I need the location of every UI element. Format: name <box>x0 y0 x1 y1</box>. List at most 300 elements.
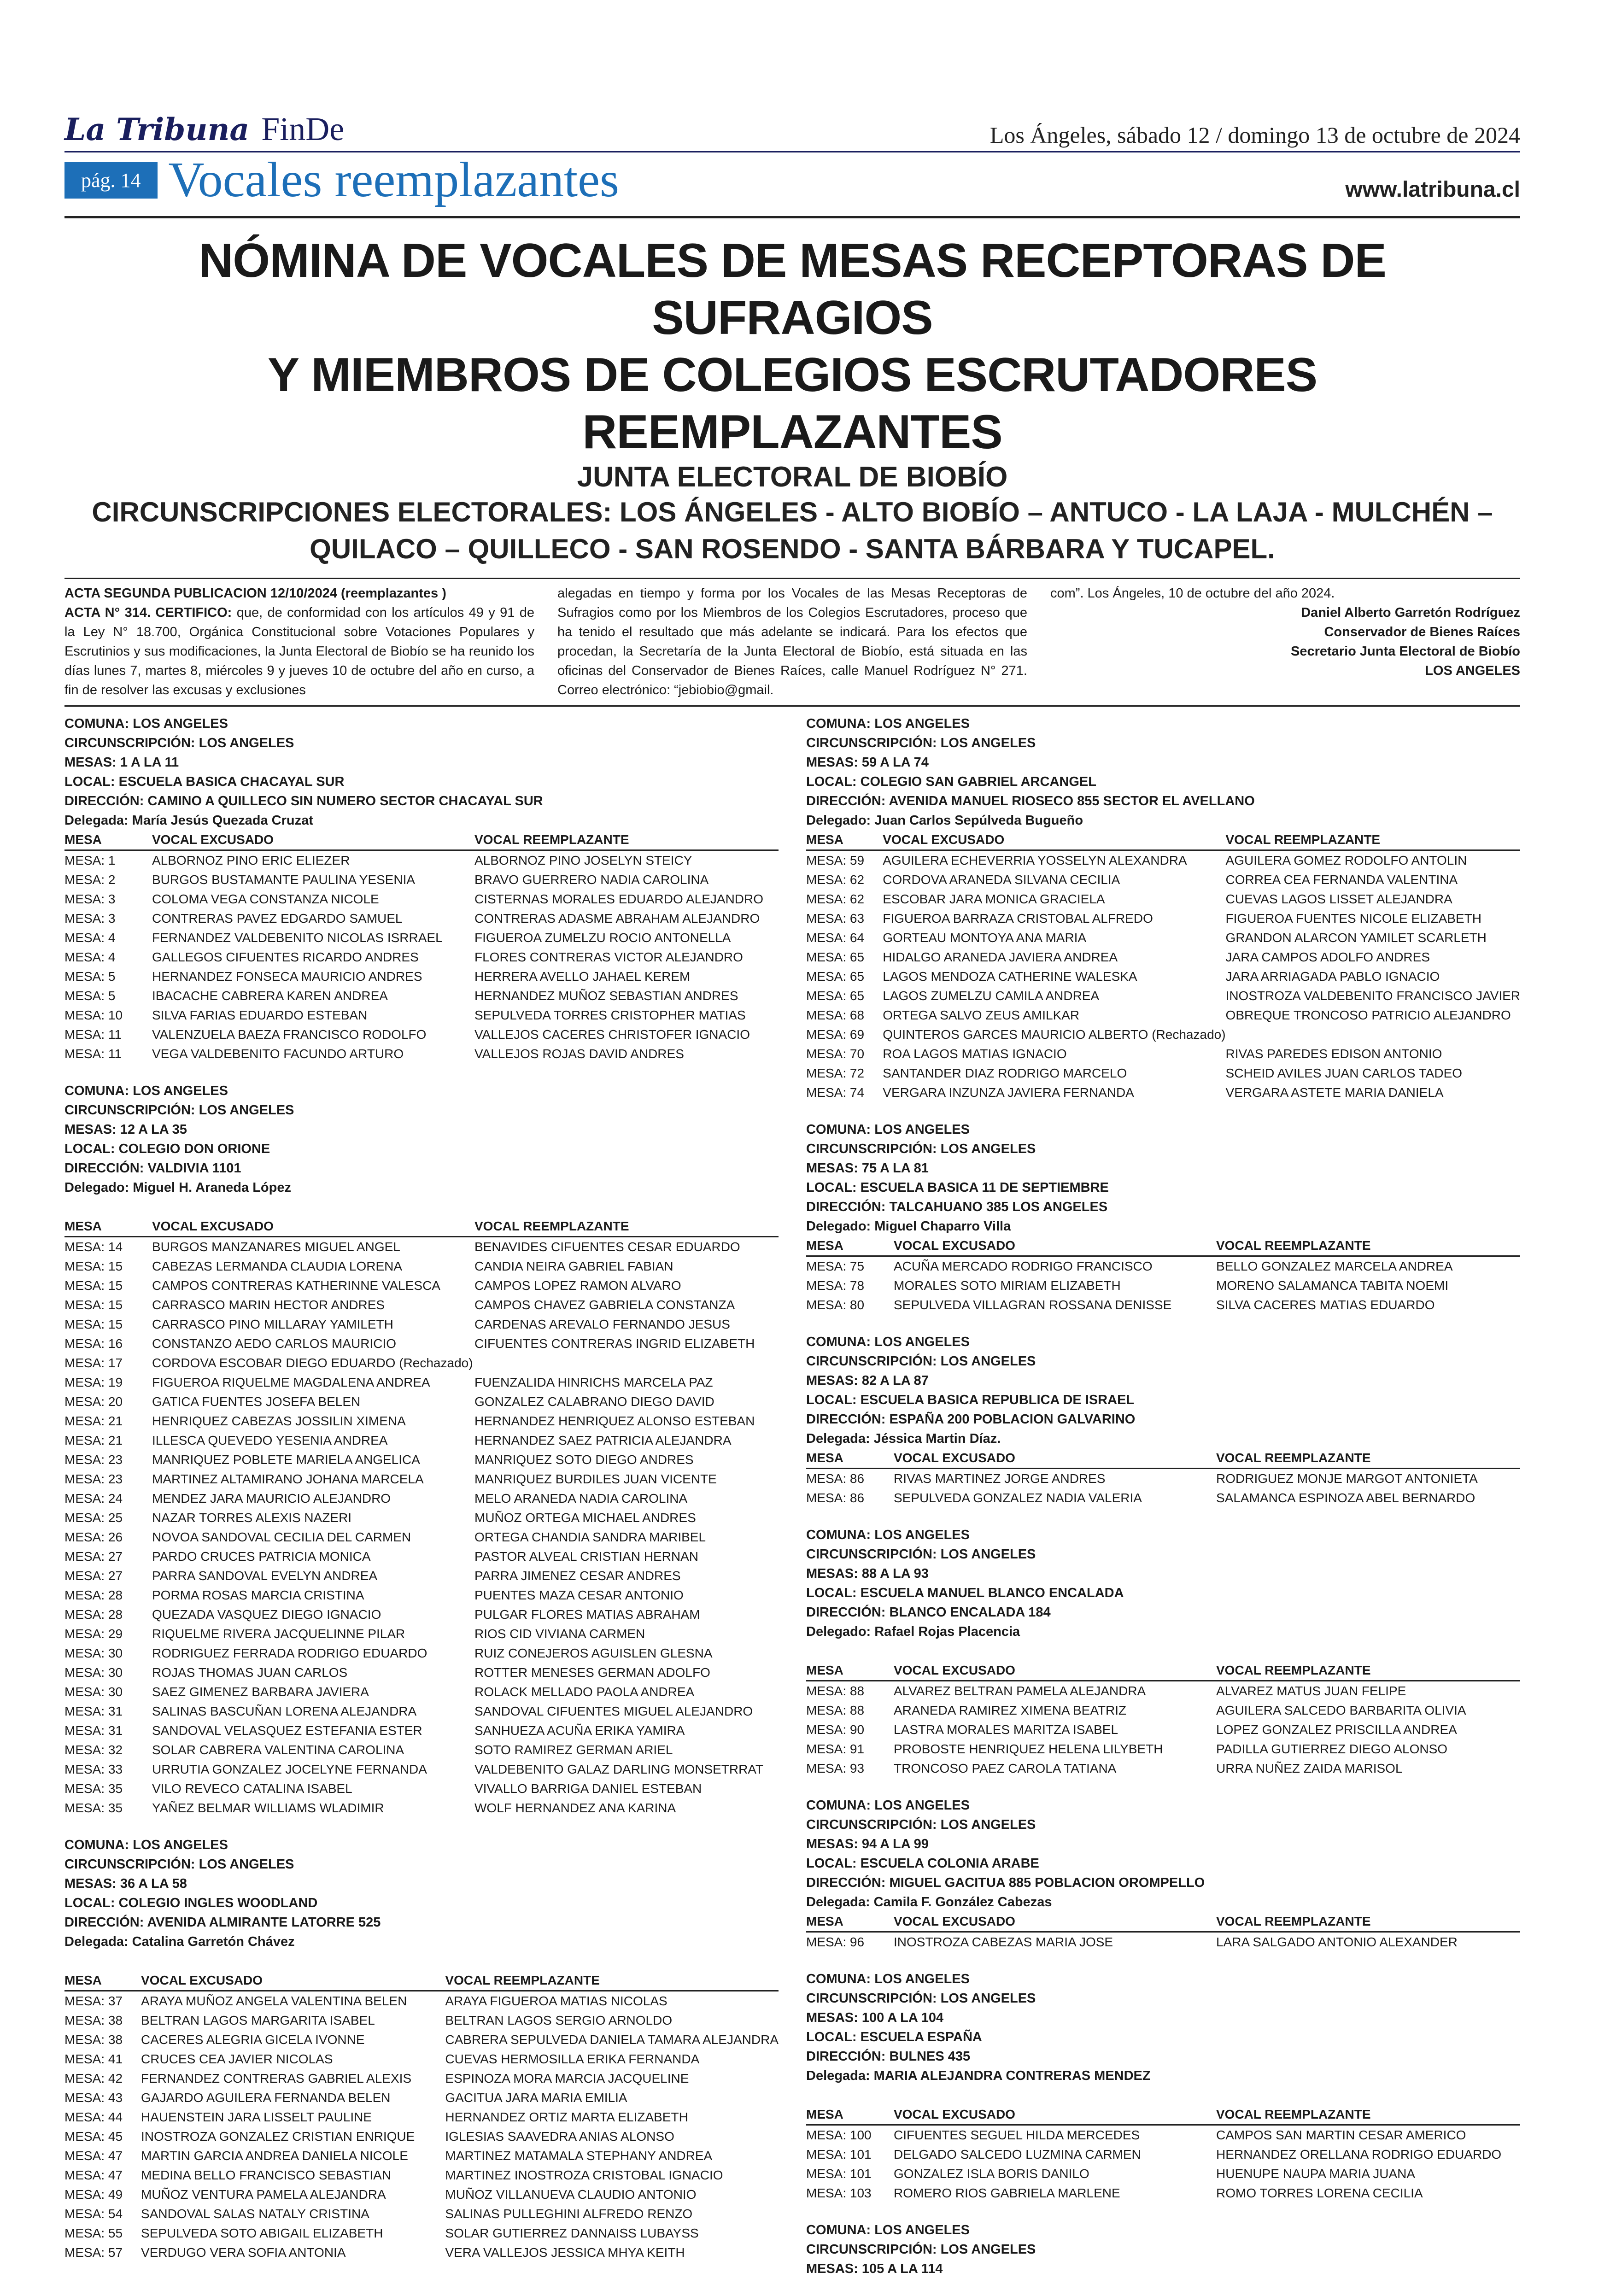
reemplazante-cell: PADILLA GUTIERREZ DIEGO ALONSO <box>1216 1742 1448 1756</box>
table-header-row <box>806 1236 1520 1256</box>
excusado-cell: QUINTEROS GARCES MAURICIO ALBERTO (Rechazado) <box>883 1027 1226 1042</box>
local-block <box>806 1796 1520 1952</box>
reemplazante-cell: HERNANDEZ ORTIZ MARTA ELIZABETH <box>445 2110 688 2124</box>
header-vocal-reemplazante: VOCAL REEMPLAZANTE <box>445 1971 779 1991</box>
mesa-cell: MESA: 38 <box>64 2032 123 2047</box>
reemplazante-cell: ROTTER MENESES GERMAN ADOLFO <box>474 1665 710 1680</box>
reemplazante-cell: ROMO TORRES LORENA CECILIA <box>1216 2186 1423 2200</box>
columns <box>64 714 1520 2296</box>
table-row <box>64 1025 779 1044</box>
reemplazante-cell: MARTINEZ MATAMALA STEPHANY ANDREA <box>445 2149 713 2163</box>
mesa-cell: MESA: 1 <box>64 853 116 867</box>
reemplazante-cell: HERRERA AVELLO JAHAEL KEREM <box>474 969 691 984</box>
block-local: LOCAL: ESCUELA COLONIA ARABE <box>806 1856 1039 1871</box>
mesa-cell: MESA: 30 <box>64 1665 123 1680</box>
mesa-cell: MESA: 29 <box>64 1627 123 1641</box>
reemplazante-cell: BRAVO GUERRERO NADIA CAROLINA <box>474 873 709 887</box>
reemplazante-cell: VIVALLO BARRIGA DANIEL ESTEBAN <box>474 1781 702 1796</box>
reemplazante-cell: MARTINEZ INOSTROZA CRISTOBAL IGNACIO <box>445 2168 723 2182</box>
mesa-cell: MESA: 11 <box>64 1027 122 1042</box>
reemplazante-cell: BELLO GONZALEZ MARCELA ANDREA <box>1216 1259 1453 1273</box>
excusado-cell: MORALES SOTO MIRIAM ELIZABETH <box>894 1278 1121 1293</box>
table-row <box>64 1392 779 1412</box>
section-header <box>64 152 1520 208</box>
block-direccion: DIRECCIÓN: AVENIDA MANUEL RIOSECO 855 SECTOR EL AVELLANO <box>806 794 1255 808</box>
header-mesa: MESA <box>806 1912 894 1932</box>
mesa-cell: MESA: 100 <box>806 2128 872 2142</box>
excusado-cell: FIGUEROA RIQUELME MAGDALENA ANDREA <box>152 1375 430 1389</box>
excusado-cell: MUÑOZ VENTURA PAMELA ALEJANDRA <box>141 2187 386 2202</box>
title-line-5: QUILACO – QUILLECO - SAN ROSENDO - SANTA BÁRBARA Y TUCAPEL. <box>310 533 1275 564</box>
block-spacer <box>64 1197 779 1217</box>
mesa-cell: MESA: 28 <box>64 1588 123 1602</box>
header-vocal-excusado: VOCAL EXCUSADO <box>894 2105 1216 2125</box>
excusado-cell: MENDEZ JARA MAURICIO ALEJANDRO <box>152 1491 391 1505</box>
excusado-cell: CORDOVA ARANEDA SILVANA CECILIA <box>883 873 1120 887</box>
mesa-cell: MESA: 31 <box>64 1723 123 1738</box>
mesa-cell: MESA: 21 <box>64 1433 123 1447</box>
table-row <box>64 2108 779 2127</box>
excusado-cell: IBACACHE CABRERA KAREN ANDREA <box>152 989 388 1003</box>
reemplazante-cell: MANRIQUEZ BURDILES JUAN VICENTE <box>474 1472 717 1486</box>
acta-paragraph-3: com”. Los Ángeles, 10 de octubre del año 2024. <box>1050 586 1335 601</box>
table-row <box>64 1489 779 1508</box>
block-local: LOCAL: COLEGIO INGLES WOODLAND <box>64 1896 318 1910</box>
block-comuna: COMUNA: LOS ANGELES <box>64 1084 228 1098</box>
excusado-cell: ILLESCA QUEVEDO YESENIA ANDREA <box>152 1433 388 1447</box>
excusado-cell: GALLEGOS CIFUENTES RICARDO ANDRES <box>152 950 419 964</box>
reemplazante-cell: HERNANDEZ ORELLANA RODRIGO EDUARDO <box>1216 2147 1502 2161</box>
excusado-cell: GAJARDO AGUILERA FERNANDA BELEN <box>141 2091 391 2105</box>
header-vocal-reemplazante: VOCAL REEMPLAZANTE <box>474 830 779 850</box>
header-mesa: MESA <box>806 1661 894 1681</box>
excusado-cell: SOLAR CABRERA VALENTINA CAROLINA <box>152 1743 404 1757</box>
excusado-cell: MARTINEZ ALTAMIRANO JOHANA MARCELA <box>152 1472 424 1486</box>
block-mesas: MESAS: 75 A LA 81 <box>806 1161 929 1176</box>
excusado-cell: INOSTROZA CABEZAS MARIA JOSE <box>894 1935 1113 1949</box>
excusado-cell: PARDO CRUCES PATRICIA MONICA <box>152 1549 371 1564</box>
vocales-table <box>806 1236 1520 1315</box>
block-local: LOCAL: ESCUELA ESPAÑA <box>806 2030 982 2044</box>
local-block <box>64 1835 779 2262</box>
block-circunscripcion: CIRCUNSCRIPCIÓN: LOS ANGELES <box>64 736 294 750</box>
reemplazante-cell: CAMPOS LOPEZ RAMON ALVARO <box>474 1278 681 1293</box>
table-row <box>64 870 779 890</box>
block-local: LOCAL: ESCUELA BASICA CHACAYAL SUR <box>64 774 345 789</box>
excusado-cell: VERDUGO VERA SOFIA ANTONIA <box>141 2245 346 2260</box>
block-direccion: DIRECCIÓN: VALDIVIA 1101 <box>64 1161 241 1176</box>
table-row <box>806 850 1520 871</box>
header-vocal-reemplazante: VOCAL REEMPLAZANTE <box>1216 1661 1520 1681</box>
table-row <box>64 1353 779 1373</box>
excusado-cell: HAUENSTEIN JARA LISSELT PAULINE <box>141 2110 372 2124</box>
block-delegado: Delegado: Miguel Chaparro Villa <box>806 1219 1011 1234</box>
reemplazante-cell: PULGAR FLORES MATIAS ABRAHAM <box>474 1607 700 1622</box>
reemplazante-cell: FIGUEROA FUENTES NICOLE ELIZABETH <box>1225 911 1481 925</box>
mesa-cell: MESA: 30 <box>64 1685 123 1699</box>
block-comuna: COMUNA: LOS ANGELES <box>806 1528 970 1542</box>
excusado-cell: SALINAS BASCUÑAN LORENA ALEJANDRA <box>152 1704 417 1718</box>
reemplazante-cell: INOSTROZA VALDEBENITO FRANCISCO JAVIER <box>1225 989 1520 1003</box>
table-header-row <box>806 1912 1520 1932</box>
excusado-cell: TRONCOSO PAEZ CAROLA TATIANA <box>894 1761 1117 1775</box>
table-row <box>806 948 1520 967</box>
mesa-cell: MESA: 86 <box>806 1471 865 1486</box>
mesa-cell: MESA: 27 <box>64 1569 123 1583</box>
excusado-cell: ACUÑA MERCADO RODRIGO FRANCISCO <box>894 1259 1153 1273</box>
excusado-cell: DELGADO SALCEDO LUZMINA CARMEN <box>894 2147 1141 2161</box>
excusado-cell: ALBORNOZ PINO ERIC ELIEZER <box>152 853 350 867</box>
table-row <box>806 1044 1520 1064</box>
vocales-table <box>64 1971 779 2262</box>
table-row <box>64 1315 779 1334</box>
excusado-cell: ARANEDA RAMIREZ XIMENA BEATRIZ <box>894 1703 1127 1717</box>
excusado-cell: PROBOSTE HENRIQUEZ HELENA LILYBETH <box>894 1742 1163 1756</box>
mesa-cell: MESA: 17 <box>64 1356 123 1370</box>
header-vocal-excusado: VOCAL EXCUSADO <box>894 1236 1216 1256</box>
local-block <box>64 714 779 1064</box>
mesa-cell: MESA: 23 <box>64 1453 123 1467</box>
mesa-cell: MESA: 42 <box>64 2071 123 2085</box>
table-header-row <box>64 1217 779 1237</box>
reemplazante-cell: PARRA JIMENEZ CESAR ANDRES <box>474 1569 681 1583</box>
table-row <box>806 890 1520 909</box>
table-row <box>64 1740 779 1760</box>
excusado-cell: LASTRA MORALES MARITZA ISABEL <box>894 1722 1118 1737</box>
reemplazante-cell: SALINAS PULLEGHINI ALFREDO RENZO <box>445 2207 693 2221</box>
mesa-cell: MESA: 24 <box>64 1491 123 1505</box>
block-local: LOCAL: ESCUELA MANUEL BLANCO ENCALADA <box>806 1586 1124 1600</box>
table-row <box>64 1702 779 1721</box>
mesa-cell: MESA: 4 <box>64 950 116 964</box>
excusado-cell: BURGOS MANZANARES MIGUEL ANGEL <box>152 1240 400 1254</box>
table-row <box>64 1547 779 1566</box>
reemplazante-cell: ALVAREZ MATUS JUAN FELIPE <box>1216 1684 1406 1698</box>
excusado-cell: LAGOS ZUMELZU CAMILA ANDREA <box>883 989 1100 1003</box>
vocales-table <box>806 1448 1520 1508</box>
excusado-cell: CACERES ALEGRIA GICELA IVONNE <box>141 2032 365 2047</box>
table-row <box>806 1276 1520 1295</box>
mesa-cell: MESA: 47 <box>64 2149 123 2163</box>
mesa-cell: MESA: 86 <box>806 1491 865 1505</box>
excusado-cell: VEGA VALDEBENITO FACUNDO ARTURO <box>152 1047 404 1061</box>
excusado-cell: HENRIQUEZ CABEZAS JOSSILIN XIMENA <box>152 1414 406 1428</box>
excusado-cell: HERNANDEZ FONSECA MAURICIO ANDRES <box>152 969 422 984</box>
title-line-1: NÓMINA DE VOCALES DE MESAS RECEPTORAS DE SUFRAGIOS <box>199 234 1386 345</box>
block-direccion: DIRECCIÓN: AVENIDA ALMIRANTE LATORRE 525 <box>64 1915 381 1930</box>
vocales-table <box>64 1217 779 1818</box>
mesa-cell: MESA: 69 <box>806 1027 865 1042</box>
mesa-cell: MESA: 65 <box>806 969 865 984</box>
block-comuna: COMUNA: LOS ANGELES <box>806 1972 970 1986</box>
table-row <box>64 928 779 948</box>
table-row <box>806 928 1520 948</box>
excusado-cell: SEPULVEDA GONZALEZ NADIA VALERIA <box>894 1491 1142 1505</box>
mesa-cell: MESA: 31 <box>64 1704 123 1718</box>
local-block <box>806 1525 1520 1778</box>
mesa-cell: MESA: 41 <box>64 2052 123 2066</box>
mesa-cell: MESA: 21 <box>64 1414 123 1428</box>
excusado-cell: CIFUENTES SEGUEL HILDA MERCEDES <box>894 2128 1140 2142</box>
block-comuna: COMUNA: LOS ANGELES <box>806 716 970 731</box>
title-line-3: JUNTA ELECTORAL DE BIOBÍO <box>577 461 1008 493</box>
mesa-cell: MESA: 96 <box>806 1935 865 1949</box>
table-row <box>64 1760 779 1779</box>
header-vocal-excusado: VOCAL EXCUSADO <box>894 1661 1216 1681</box>
mesa-cell: MESA: 101 <box>806 2167 872 2181</box>
header-vocal-excusado: VOCAL EXCUSADO <box>152 1217 474 1237</box>
reemplazante-cell: RIVAS PAREDES EDISON ANTONIO <box>1225 1047 1442 1061</box>
table-row <box>64 850 779 871</box>
table-header-row <box>806 2105 1520 2125</box>
reemplazante-cell: HERNANDEZ HENRIQUEZ ALONSO ESTEBAN <box>474 1414 755 1428</box>
reemplazante-cell: SOTO RAMIREZ GERMAN ARIEL <box>474 1743 673 1757</box>
block-mesas: MESAS: 100 A LA 104 <box>806 2010 944 2025</box>
table-row <box>64 2088 779 2108</box>
mesa-cell: MESA: 55 <box>64 2226 123 2240</box>
reemplazante-cell: AGUILERA GOMEZ RODOLFO ANTOLIN <box>1225 853 1467 867</box>
table-row <box>64 1412 779 1431</box>
reemplazante-cell: SILVA CACERES MATIAS EDUARDO <box>1216 1298 1435 1312</box>
reemplazante-cell: FUENZALIDA HINRICHS MARCELA PAZ <box>474 1375 713 1389</box>
excusado-cell: VERGARA INZUNZA JAVIERA FERNANDA <box>883 1085 1134 1100</box>
table-row <box>806 1681 1520 1701</box>
excusado-cell: SEPULVEDA SOTO ABIGAIL ELIZABETH <box>141 2226 383 2240</box>
reemplazante-cell: GONZALEZ CALABRANO DIEGO DAVID <box>474 1394 714 1409</box>
excusado-cell: NOVOA SANDOVAL CECILIA DEL CARMEN <box>152 1530 411 1544</box>
excusado-cell: SANTANDER DIAZ RODRIGO MARCELO <box>883 1066 1127 1080</box>
excusado-cell: SANDOVAL SALAS NATALY CRISTINA <box>141 2207 369 2221</box>
table-row <box>806 1720 1520 1740</box>
mesa-cell: MESA: 80 <box>806 1298 865 1312</box>
table-row <box>64 2243 779 2262</box>
excusado-cell: URRUTIA GONZALEZ JOCELYNE FERNANDA <box>152 1762 427 1776</box>
mesa-cell: MESA: 11 <box>64 1047 122 1061</box>
brand <box>64 110 344 148</box>
table-row <box>64 1682 779 1702</box>
table-header-row <box>806 1661 1520 1681</box>
table-row <box>64 1779 779 1798</box>
vocales-table <box>806 1912 1520 1952</box>
excusado-cell: MARTIN GARCIA ANDREA DANIELA NICOLE <box>141 2149 408 2163</box>
reemplazante-cell: CAMPOS SAN MARTIN CESAR AMERICO <box>1216 2128 1466 2142</box>
reemplazante-cell: SANDOVAL CIFUENTES MIGUEL ALEJANDRO <box>474 1704 753 1718</box>
mesa-cell: MESA: 62 <box>806 873 865 887</box>
excusado-cell: MANRIQUEZ POBLETE MARIELA ANGELICA <box>152 1453 420 1467</box>
block-mesas: MESAS: 12 A LA 35 <box>64 1122 187 1137</box>
mesa-cell: MESA: 37 <box>64 1994 123 2008</box>
acta-paragraph-1: que, de conformidad con los artículos 49 y 91 de la Ley N° 18.700, Orgánica Constitucional sobre Votaciones Populares y Escrutinios y sus modificaciones, la Junta Electoral de Biobío se ha reunido los días lunes 7, martes 8, miércoles 9 y jueves 10 de octubre del año en curso, a fin de resolver las excusas y exclusiones <box>64 605 534 697</box>
table-row <box>64 2050 779 2069</box>
excusado-cell: MEDINA BELLO FRANCISCO SEBASTIAN <box>141 2168 392 2182</box>
block-delegado: Delegada: María Jesús Quezada Cruzat <box>64 813 313 828</box>
acta-col-3 <box>1050 584 1520 700</box>
site-url[interactable]: www.latribuna.cl <box>1345 177 1520 202</box>
table-row <box>806 870 1520 890</box>
page-number-tag: pág. 14 <box>64 162 158 199</box>
vocales-table <box>64 830 779 1064</box>
reemplazante-cell: GRANDON ALARCON YAMILET SCARLETH <box>1225 931 1487 945</box>
excusado-cell: NAZAR TORRES ALEXIS NAZERI <box>152 1511 352 1525</box>
header-vocal-reemplazante: VOCAL REEMPLAZANTE <box>1216 2105 1520 2125</box>
reemplazante-cell: MORENO SALAMANCA TABITA NOEMI <box>1216 1278 1449 1293</box>
block-circunscripcion: CIRCUNSCRIPCIÓN: LOS ANGELES <box>806 1991 1036 2006</box>
mesa-cell: MESA: 43 <box>64 2091 123 2105</box>
mesa-cell: MESA: 14 <box>64 1240 123 1254</box>
reemplazante-cell: MELO ARANEDA NADIA CAROLINA <box>474 1491 688 1505</box>
reemplazante-cell: CISTERNAS MORALES EDUARDO ALEJANDRO <box>474 892 764 906</box>
mesa-cell: MESA: 19 <box>64 1375 123 1389</box>
reemplazante-cell: RUIZ CONEJEROS AGUISLEN GLESNA <box>474 1646 713 1660</box>
table-row <box>64 1528 779 1547</box>
reemplazante-cell: SCHEID AVILES JUAN CARLOS TADEO <box>1225 1066 1463 1080</box>
reemplazante-cell: CANDIA NEIRA GABRIEL FABIAN <box>474 1259 673 1273</box>
block-circunscripcion: CIRCUNSCRIPCIÓN: LOS ANGELES <box>806 736 1036 750</box>
header-vocal-excusado: VOCAL EXCUSADO <box>152 830 474 850</box>
table-row <box>64 890 779 909</box>
reemplazante-cell: HERNANDEZ MUÑOZ SEBASTIAN ANDRES <box>474 989 738 1003</box>
excusado-cell: HIDALGO ARANEDA JAVIERA ANDREA <box>883 950 1118 964</box>
reemplazante-cell <box>1226 1025 1520 1044</box>
table-row <box>64 1431 779 1450</box>
table-row <box>64 1470 779 1489</box>
issue-date: Los Ángeles, sábado 12 / domingo 13 de octubre de 2024 <box>990 122 1520 148</box>
header-vocal-excusado: VOCAL EXCUSADO <box>141 1971 445 1991</box>
acta-text <box>64 584 1520 700</box>
mesa-cell: MESA: 5 <box>64 989 116 1003</box>
block-direccion: DIRECCIÓN: BLANCO ENCALADA 184 <box>806 1605 1051 1620</box>
header-vocal-excusado: VOCAL EXCUSADO <box>894 1448 1216 1469</box>
table-row <box>806 1083 1520 1102</box>
mesa-cell: MESA: 10 <box>64 1008 123 1022</box>
block-comuna: COMUNA: LOS ANGELES <box>806 2223 970 2237</box>
signature-name: Daniel Alberto Garretón Rodríguez <box>1301 605 1520 620</box>
acta-heading: ACTA SEGUNDA PUBLICACION 12/10/2024 (reemplazantes ) <box>64 586 446 601</box>
reemplazante-cell: FLORES CONTRERAS VICTOR ALEJANDRO <box>474 950 743 964</box>
last-block <box>806 2220 1520 2278</box>
mesa-cell: MESA: 25 <box>64 1511 123 1525</box>
reemplazante-cell: BELTRAN LAGOS SERGIO ARNOLDO <box>445 2013 673 2027</box>
block-delegado: Delegado: Juan Carlos Sepúlveda Bugueño <box>806 813 1083 828</box>
block-comuna: COMUNA: LOS ANGELES <box>64 1838 228 1852</box>
block-circunscripcion: CIRCUNSCRIPCIÓN: LOS ANGELES <box>806 1547 1036 1562</box>
masthead <box>64 106 1520 148</box>
header-vocal-reemplazante: VOCAL REEMPLAZANTE <box>1216 1448 1520 1469</box>
reemplazante-cell: ORTEGA CHANDIA SANDRA MARIBEL <box>474 1530 706 1544</box>
reemplazante-cell: BENAVIDES CIFUENTES CESAR EDUARDO <box>474 1240 740 1254</box>
excusado-cell: RODRIGUEZ FERRADA RODRIGO EDUARDO <box>152 1646 427 1660</box>
mesa-cell: MESA: 90 <box>806 1722 865 1737</box>
header-mesa: MESA <box>806 1448 894 1469</box>
reemplazante-cell: WOLF HERNANDEZ ANA KARINA <box>474 1801 676 1815</box>
table-row <box>64 1257 779 1276</box>
reemplazante-cell: RIOS CID VIVIANA CARMEN <box>474 1627 645 1641</box>
excusado-cell: ALVAREZ BELTRAN PAMELA ALEJANDRA <box>894 1684 1146 1698</box>
mesa-cell: MESA: 101 <box>806 2147 872 2161</box>
table-row <box>64 1044 779 1064</box>
mesa-cell: MESA: 32 <box>64 1743 123 1757</box>
reemplazante-cell: CONTRERAS ADASME ABRAHAM ALEJANDRO <box>474 911 760 925</box>
header-mesa: MESA <box>64 1971 141 1991</box>
reemplazante-cell: GACITUA JARA MARIA EMILIA <box>445 2091 627 2105</box>
mesa-cell: MESA: 15 <box>64 1317 123 1331</box>
reemplazante-cell: PASTOR ALVEAL CRISTIAN HERNAN <box>474 1549 698 1564</box>
reemplazante-cell: PUENTES MAZA CESAR ANTONIO <box>474 1588 684 1602</box>
mesa-cell: MESA: 88 <box>806 1703 865 1717</box>
left-column <box>64 714 779 2296</box>
table-row <box>64 2185 779 2204</box>
mesa-cell: MESA: 4 <box>64 931 116 945</box>
excusado-cell: GATICA FUENTES JOSEFA BELEN <box>152 1394 361 1409</box>
reemplazante-cell: SOLAR GUTIERREZ DANNAISS LUBAYSS <box>445 2226 699 2240</box>
table-row <box>806 1759 1520 1778</box>
table-row <box>64 986 779 1006</box>
mesa-cell: MESA: 15 <box>64 1259 123 1273</box>
table-row <box>806 2125 1520 2145</box>
excusado-cell: INOSTROZA GONZALEZ CRISTIAN ENRIQUE <box>141 2129 415 2144</box>
block-mesas: MESAS: 105 A LA 114 <box>806 2261 943 2276</box>
reemplazante-cell: VERA VALLEJOS JESSICA MHYA KEITH <box>445 2245 685 2260</box>
table-row <box>64 2224 779 2243</box>
excusado-cell: YAÑEZ BELMAR WILLIAMS WLADIMIR <box>152 1801 384 1815</box>
block-direccion: DIRECCIÓN: BULNES 435 <box>806 2049 971 2064</box>
block-local: LOCAL: ESCUELA BASICA REPUBLICA DE ISRAEL <box>806 1393 1135 1407</box>
table-row <box>64 1721 779 1740</box>
excusado-cell: CARRASCO MARIN HECTOR ANDRES <box>152 1298 385 1312</box>
reemplazante-cell: VERGARA ASTETE MARIA DANIELA <box>1225 1085 1444 1100</box>
header-mesa: MESA <box>806 1236 894 1256</box>
reemplazante-cell: SALAMANCA ESPINOZA ABEL BERNARDO <box>1216 1491 1475 1505</box>
block-comuna: COMUNA: LOS ANGELES <box>806 1798 970 1813</box>
block-spacer <box>64 1951 779 1971</box>
mesa-cell: MESA: 74 <box>806 1085 865 1100</box>
block-comuna: COMUNA: LOS ANGELES <box>806 1335 970 1349</box>
table-row <box>806 986 1520 1006</box>
reemplazante-cell: RODRIGUEZ MONJE MARGOT ANTONIETA <box>1216 1471 1478 1486</box>
title-rule <box>64 578 1520 579</box>
reemplazante-cell: HERNANDEZ SAEZ PATRICIA ALEJANDRA <box>474 1433 732 1447</box>
table-row <box>64 1373 779 1392</box>
mesa-cell: MESA: 38 <box>64 2013 123 2027</box>
mesa-cell: MESA: 54 <box>64 2207 123 2221</box>
table-row <box>806 1740 1520 1759</box>
table-row <box>64 1006 779 1025</box>
reemplazante-cell <box>474 1353 779 1373</box>
mesa-cell: MESA: 65 <box>806 950 865 964</box>
header-mesa: MESA <box>806 2105 894 2125</box>
reemplazante-cell: CIFUENTES CONTRERAS INGRID ELIZABETH <box>474 1336 755 1351</box>
block-direccion: DIRECCIÓN: CAMINO A QUILLECO SIN NUMERO SECTOR CHACAYAL SUR <box>64 794 543 808</box>
excusado-cell: CRUCES CEA JAVIER NICOLAS <box>141 2052 333 2066</box>
table-row <box>64 1508 779 1528</box>
vocales-table <box>806 830 1520 1102</box>
mesa-cell: MESA: 33 <box>64 1762 123 1776</box>
mesa-cell: MESA: 91 <box>806 1742 865 1756</box>
block-direccion: DIRECCIÓN: TALCAHUANO 385 LOS ANGELES <box>806 1200 1108 1214</box>
excusado-cell: BURGOS BUSTAMANTE PAULINA YESENIA <box>152 873 416 887</box>
reemplazante-cell: ROLACK MELLADO PAOLA ANDREA <box>474 1685 695 1699</box>
acta-number: ACTA N° 314. CERTIFICO: <box>64 605 232 620</box>
mesa-cell: MESA: 88 <box>806 1684 865 1698</box>
block-spacer <box>806 2085 1520 2105</box>
block-local: LOCAL: COLEGIO DON ORIONE <box>64 1142 270 1156</box>
reemplazante-cell: LARA SALGADO ANTONIO ALEXANDER <box>1216 1935 1458 1949</box>
table-row <box>806 909 1520 928</box>
excusado-cell: VILO REVECO CATALINA ISABEL <box>152 1781 352 1796</box>
header-vocal-reemplazante: VOCAL REEMPLAZANTE <box>1226 830 1520 850</box>
mesa-cell: MESA: 47 <box>64 2168 123 2182</box>
reemplazante-cell: CARDENAS AREVALO FERNANDO JESUS <box>474 1317 730 1331</box>
